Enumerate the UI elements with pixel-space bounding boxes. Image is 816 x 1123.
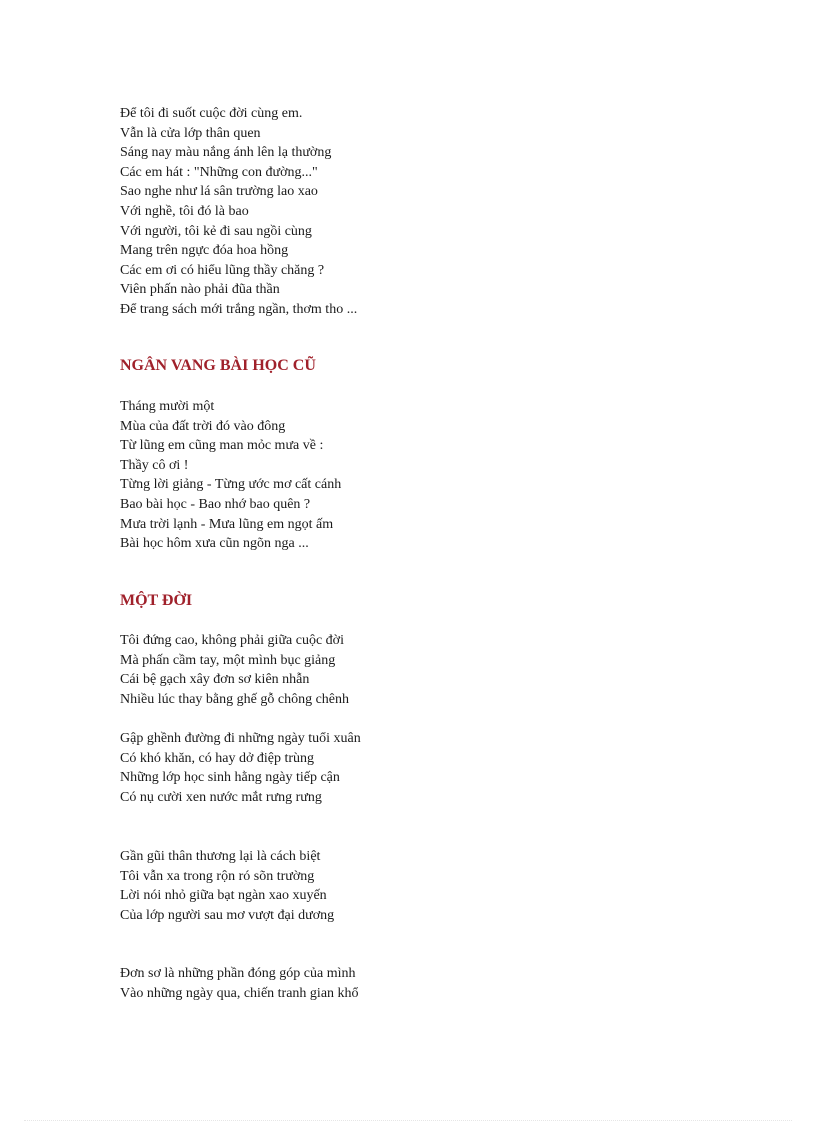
poem3-stanza-1 <box>120 631 349 709</box>
poem-line: Viên phấn nào phải đũa thần <box>120 282 280 298</box>
intro-stanza <box>120 104 357 320</box>
poem3-stanza-4 <box>120 964 359 1003</box>
poem2-stanza <box>120 397 341 554</box>
poem-line: Có nụ cười xen nước mắt rưng rưng <box>120 789 322 805</box>
poem-line: Các em ơi có hiểu lũng thầy chăng ? <box>120 262 325 278</box>
poem-line: Gập ghềnh đường đi những ngày tuổi xuân <box>120 731 361 746</box>
poem-line: Gần gũi thân thương lại là cách biệt <box>120 849 321 864</box>
poem-line: Để tôi đi suốt cuộc đời cùng em. <box>120 106 303 121</box>
poem-line: Thầy cô ơi ! <box>120 457 189 473</box>
poem-line: Đơn sơ là những phần đóng góp của mình <box>120 966 356 981</box>
poem-line: Bài học hôm xưa cũn ngõn nga ... <box>120 536 309 552</box>
poem-line: Tôi vẫn xa trong rộn ró sõn trường <box>120 868 315 884</box>
poem3-stanza-3 <box>120 847 334 925</box>
poem-line: Với người, tôi kẻ đi sau ngồi cùng <box>120 223 312 239</box>
poem-line: Để trang sách mới trắng ngần, thơm tho ... <box>120 301 358 317</box>
page-bottom-divider <box>24 1120 792 1121</box>
poem-line: Cái bệ gạch xây đơn sơ kiên nhẫn <box>120 672 310 688</box>
poem-line: Mang trên ngực đóa hoa hồng <box>120 243 289 259</box>
poem-line: Bao bài học - Bao nhớ bao quên ? <box>120 496 311 512</box>
poem-line: Sao nghe như lá sân trường lao xao <box>120 184 318 200</box>
poem-line: Tháng mười một <box>120 399 215 414</box>
poem-line: Những lớp học sinh hằng ngày tiếp cận <box>120 770 340 786</box>
poem-line: Từng lời giảng - Từng ước mơ cất cánh <box>120 477 342 493</box>
poem-title-ngan-vang: NGÂN VANG BÀI HỌC CŨ <box>120 357 316 374</box>
poem3-stanza-2 <box>120 729 361 807</box>
poem-line: Vẫn là cửa lớp thân quen <box>120 125 261 141</box>
poem-line: Các em hát : "Những con đường..." <box>120 164 318 180</box>
poem-line: Mùa của đất trời đó vào đông <box>120 418 286 434</box>
poem-title-mot-doi: MỘT ĐỜI <box>120 592 193 609</box>
poem-line: Nhiều lúc thay bằng ghế gỗ chông chênh <box>120 691 349 707</box>
poem-line: Của lớp người sau mơ vượt đại dương <box>120 907 335 923</box>
poem-line: Có khó khăn, có hay dở điệp trùng <box>120 750 315 766</box>
poem-line: Mưa trời lạnh - Mưa lũng em ngọt ấm <box>120 516 334 532</box>
poem-line: Với nghề, tôi đó là bao <box>120 203 249 219</box>
poem-line: Sáng nay màu nắng ánh lên lạ thường <box>120 145 332 161</box>
poem-line: Lời nói nhỏ giữa bạt ngàn xao xuyến <box>120 888 327 904</box>
poem-line: Từ lũng em cũng man mỏc mưa về : <box>120 438 324 454</box>
poem-line: Vào những ngày qua, chiến tranh gian khổ <box>120 985 359 1001</box>
poem-line: Mà phấn cầm tay, một mình bục giảng <box>120 652 336 668</box>
poem-line: Tôi đứng cao, không phải giữa cuộc đời <box>120 633 344 648</box>
